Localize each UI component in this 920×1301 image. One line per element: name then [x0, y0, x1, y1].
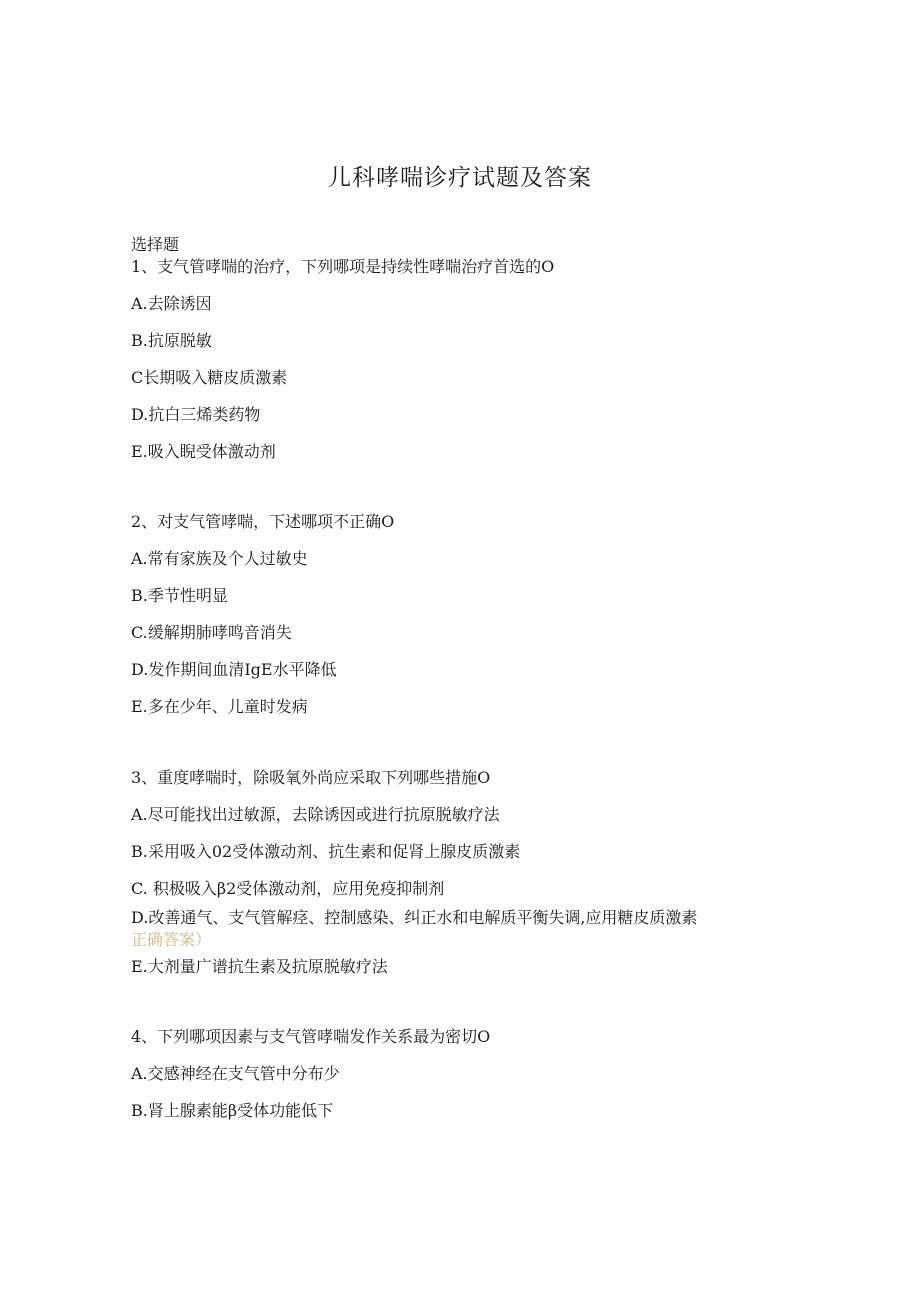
question-2-option-a: A.常有家族及个人过敏史	[131, 549, 308, 568]
question-1-option-d: D.抗白三烯类药物	[131, 405, 261, 424]
question-1-option-a: A.去除诱因	[131, 294, 212, 313]
question-3-option-d-text: D.改善通气、支气管解痉、控制感染、纠正水和电解质平衡失调,应用糖皮质激素	[131, 908, 698, 927]
question-2-option-d: D.发作期间血清IgE水平降低	[131, 660, 337, 679]
question-3-option-c: C. 积极吸入β2受体激动剂，应用免疫抑制剂	[131, 879, 445, 898]
question-3-option-d	[131, 907, 771, 951]
question-1-option-e: E.吸入睨受体激动剂	[131, 442, 276, 461]
question-2-option-c: C.缓解期肺哮鸣音消失	[131, 623, 292, 642]
section-label: 选择题	[131, 235, 180, 254]
question-1-option-c: C长期吸入糖皮质激素	[131, 368, 288, 387]
question-4-option-b: B.肾上腺素能β受体功能低下	[131, 1101, 334, 1120]
question-3-option-a: A.尽可能找出过敏源，去除诱因或进行抗原脱敏疗法	[131, 805, 500, 824]
question-4-stem: 4、下列哪项因素与支气管哮喘发作关系最为密切O	[131, 1027, 491, 1046]
question-3-stem: 3、重度哮喘时，除吸氧外尚应采取下列哪些措施O	[131, 768, 491, 787]
question-2-stem: 2、对支气管哮喘，下述哪项不正确O	[131, 512, 395, 531]
question-3-option-e: E.大剂量广谱抗生素及抗原脱敏疗法	[131, 957, 388, 976]
question-1-stem: 1、支气管哮喘的治疗，下列哪项是持续性哮喘治疗首选的O	[131, 257, 555, 276]
question-3-option-b: B.采用吸入02受体激动剂、抗生素和促肾上腺皮质激素	[131, 842, 521, 861]
question-2-option-b: B.季节性明显	[131, 586, 228, 605]
question-2-option-e: E.多在少年、儿童时发病	[131, 697, 308, 716]
question-1-option-b: B.抗原脱敏	[131, 331, 212, 350]
question-4-option-a: A.交感神经在支气管中分布少	[131, 1064, 340, 1083]
correct-answer-note: 正确答案）	[131, 930, 212, 949]
page-title: 儿科哮喘诊疗试题及答案	[328, 165, 592, 191]
